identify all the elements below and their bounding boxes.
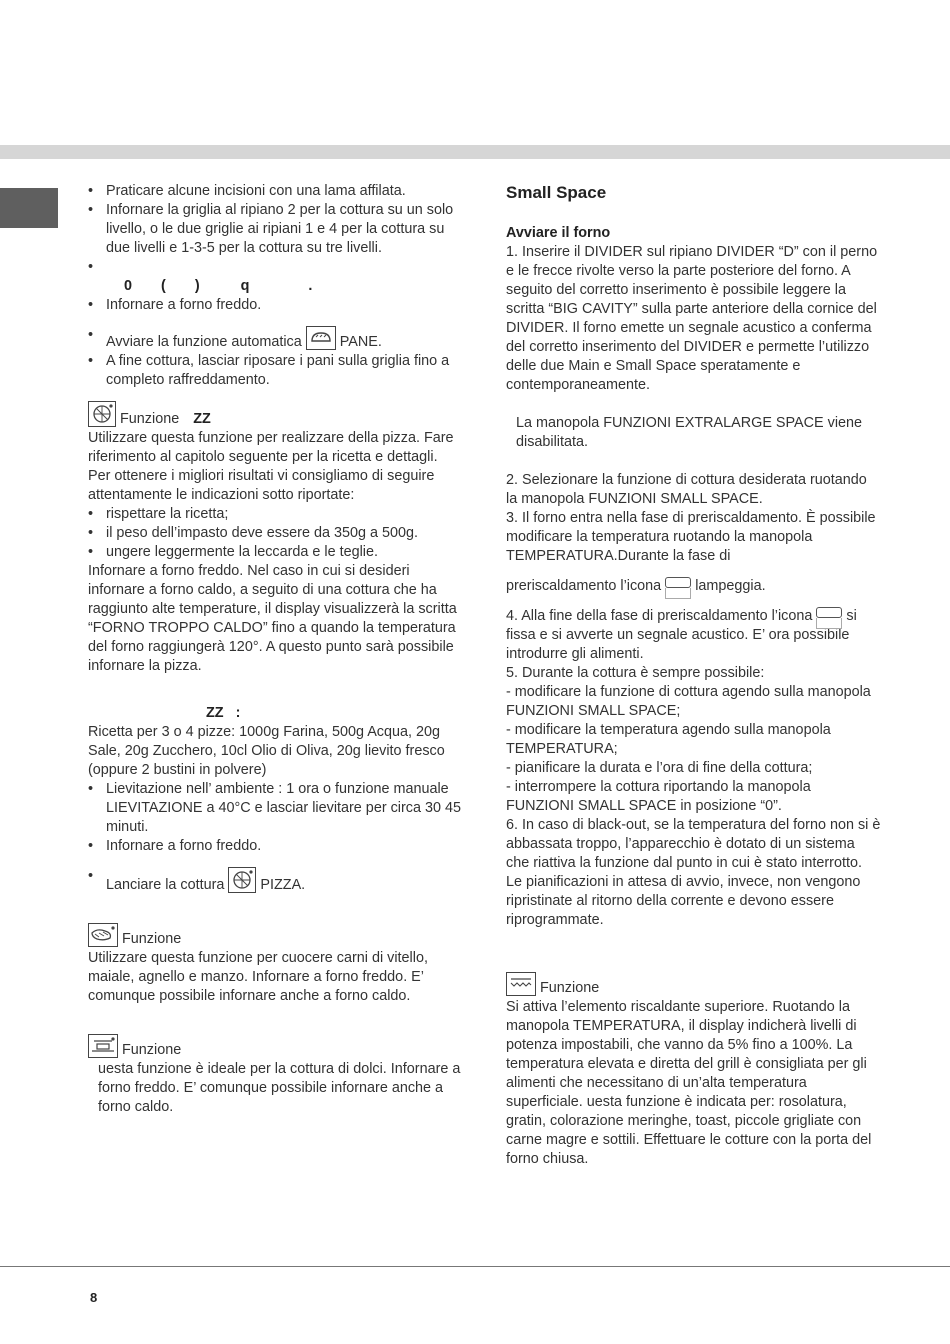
paragraph: 5. Durante la cottura è sempre possibile: (506, 665, 765, 681)
header-band (0, 145, 950, 159)
list-item (88, 837, 463, 856)
meat-function-heading (88, 923, 463, 949)
list-item-text: A fine cottura, lasciar riposare i pani sulla griglia fino a completo raffreddamento. (106, 353, 450, 388)
paragraph: Per ottenere i migliori risultati vi consigliamo di seguire attentamente le indicazioni sotto riportate: (88, 468, 435, 503)
list-item-text: Lanciare la cottura (106, 877, 225, 893)
glyph: q (240, 278, 251, 294)
paragraph-text: 4. Alla fine della fase di preriscaldamento l’icona (506, 608, 813, 624)
list-item (88, 201, 463, 258)
list-item (88, 524, 463, 543)
section-title: Small Space (506, 183, 607, 202)
list-item-text: rispettare la ricetta; (106, 506, 229, 522)
paragraph-text: lampeggia. (695, 578, 766, 594)
list-item-text: Praticare alcune incisioni con una lama affilata. (106, 183, 406, 199)
paragraph: 6. In caso di black-out, se la temperatura del forno non si è abbassata troppo, l’apparecchio è dotato di un sistema che riattiva la funzione dal punto in cui è stato interrotto. Le pianificazioni in attesa di avvio, invece, non vengono ripristinate al ritorno della corrente e devono essere riprogrammate. (506, 817, 881, 928)
right-column (506, 182, 881, 1169)
top-bottom-heat-icon (88, 1034, 118, 1058)
paragraph: - interrompere la cottura riportando la manopola FUNZIONI SMALL SPACE in posizione “0”. (506, 779, 811, 814)
list-item-text: Infornare la griglia al ripiano 2 per la cottura su un solo livello, o le due griglie ai ripiani 1 e 4 per la cottura su due livelli e 1-3-5 per la cottura su tre livelli. (106, 202, 454, 256)
list-item-text: Avviare la funzione automatica (106, 334, 302, 350)
recipe-heading: ZZ : (206, 705, 241, 721)
list-item (88, 505, 463, 524)
page-number: 8 (90, 1290, 98, 1305)
function-label: Funzione (122, 931, 182, 947)
list-item-text: Infornare a forno freddo. (106, 838, 262, 854)
note-paragraph: La manopola FUNZIONI EXTRALARGE SPACE viene disabilitata. (516, 415, 863, 450)
garbled-line (88, 277, 463, 296)
paragraph: 1. Inserire il DIVIDER sul ripiano DIVIDER “D” con il perno e le frecce rivolte verso la parte posteriore del forno. A seguito del corretto inserimento è possibile leggere la scritta “BIG CAVITY” sulla parte anteriore della cornice del DIVIDER. Il forno emette un segnale acustico a conferma del corretto inserimento del DIVIDER e permette l’utilizzo delle due Main e Small Space speratamente e contemporaneamente. (506, 244, 878, 393)
function-label: Funzione (122, 1042, 182, 1058)
glyph: . (308, 278, 314, 294)
paragraph: Utilizzare questa funzione per cuocere carni di vitello, maiale, agnello e manzo. Infornare a forno freddo. E’ comunque possibile infornare anche a forno caldo. (88, 950, 428, 1004)
list-item (88, 182, 463, 201)
pizza-icon (88, 401, 116, 427)
paragraph: - pianificare la durata e l’ora di fine della cottura; (506, 760, 813, 776)
list-item (88, 780, 463, 837)
paragraph: Utilizzare questa funzione per realizzare della pizza. Fare riferimento al capitolo seguente per la ricetta e dettagli. (88, 430, 454, 465)
list-item (88, 543, 463, 562)
list-item-text: il peso dell’impasto deve essere da 350g a 500g. (106, 525, 419, 541)
grill-function-heading (506, 972, 881, 998)
list-item-text: PIZZA. (260, 877, 306, 893)
list-item-text: Infornare a forno freddo. (106, 297, 262, 313)
preheat-icon (665, 577, 691, 588)
footer-rule (0, 1266, 950, 1267)
section-tab (0, 188, 58, 228)
grill-icon (506, 972, 536, 996)
list-item (88, 296, 463, 315)
list-item (88, 867, 463, 895)
paragraph: Ricetta per 3 o 4 pizze: 1000g Farina, 500g Acqua, 20g Sale, 20g Zucchero, 10cl Olio di Oliva, 20g lievito fresco (oppure 2 bustini in polvere) (88, 724, 445, 778)
paragraph: - modificare la funzione di cottura agendo sulla manopola FUNZIONI SMALL SPACE; (506, 684, 871, 719)
list-item-text: ungere leggermente la leccarda e le teglie. (106, 544, 378, 560)
paragraph (506, 607, 881, 664)
list-item-text: Lievitazione nell’ ambiente : 1 ora o funzione manuale LIEVITAZIONE a 40°C e lasciar lievitare per circa 30 45 minuti. (106, 781, 462, 835)
paragraph (506, 577, 881, 596)
paragraph: uesta funzione è ideale per la cottura di dolci. Infornare a forno freddo. E’ comunque possibile infornare anche a forno caldo. (98, 1061, 461, 1115)
glyph: 0 (124, 278, 134, 294)
paragraph: 3. Il forno entra nella fase di preriscaldamento. È possibile modificare la temperatura ruotando la manopola TEMPERATURA.Durante la fase di (506, 510, 876, 564)
left-column (88, 182, 463, 1117)
paragraph: 2. Selezionare la funzione di cottura desiderata ruotando la manopola FUNZIONI SMALL SPACE. (506, 472, 867, 507)
function-label: Funzione (540, 980, 600, 996)
glyph: ) (194, 278, 201, 294)
function-label: Funzione (120, 411, 180, 427)
meat-icon (88, 923, 118, 947)
paragraph: - modificare la temperatura agendo sulla manopola TEMPERATURA; (506, 722, 831, 757)
function-name: ZZ (193, 411, 211, 427)
cake-function-heading (88, 1034, 463, 1060)
list-item (88, 326, 463, 352)
preheat-icon (816, 607, 842, 618)
list-item-text: PANE. (339, 334, 382, 350)
bread-icon (306, 326, 336, 350)
paragraph-text: si fissa e si avverte un segnale acustico. E’ ora possibile introdurre gli alimenti. (506, 608, 857, 662)
subsection-title: Avviare il forno (506, 225, 611, 241)
pizza-function-heading (88, 401, 463, 429)
paragraph: Si attiva l’elemento riscaldante superiore. Ruotando la manopola TEMPERATURA, il display indicherà livelli di potenza impostabili, che vanno da 5% fino a 100%. La temperatura elevata e diretta del grill è consigliata per gli alimenti che necessitano di un’alta temperatura superficiale. uesta funzione è indicata per: rosolatura, gratin, colorazione meringhe, toast, piccole grigliate con carne magre e sottili. Effettuare le cotture con la porta del forno chiusa. (506, 999, 872, 1167)
list-item (88, 352, 463, 390)
paragraph: Infornare a forno freddo. Nel caso in cui si desideri infornare a forno caldo, a seguito di una cottura che ha raggiunto alte temperature, il display visualizzerà la scritta “FORNO TROPPO CALDO” fino a quando la temperatura del forno raggiungerà 120°. A questo punto sarà possibile infornare la pizza. (88, 563, 457, 674)
pizza-icon (228, 867, 256, 893)
list-item (88, 258, 463, 277)
glyph: ( (161, 278, 167, 294)
paragraph-text: preriscaldamento l’icona (506, 578, 662, 594)
